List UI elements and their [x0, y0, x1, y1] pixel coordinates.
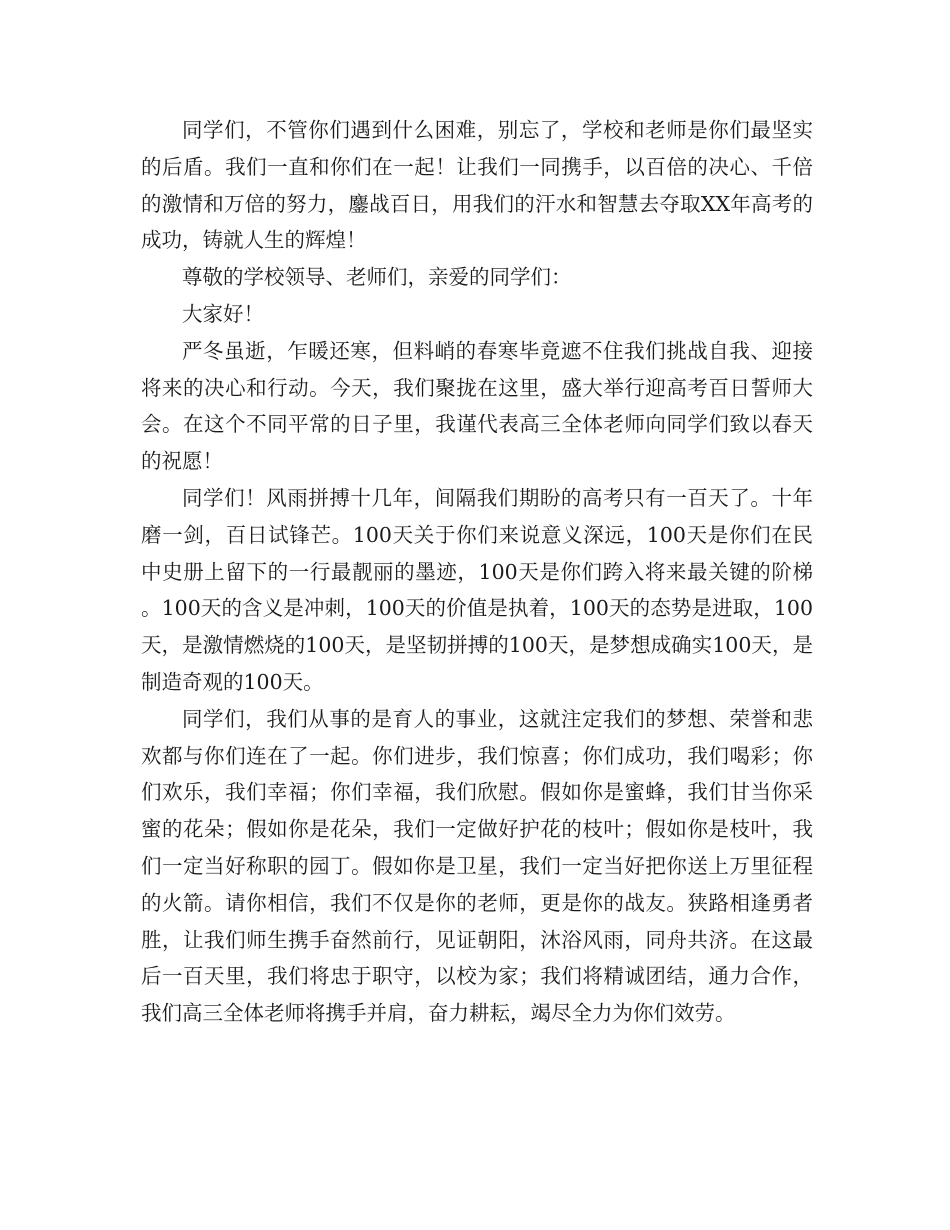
paragraph-teachers-pledge: 同学们，我们从事的是育人的事业，这就注定我们的梦想、荣誉和悲欢都与你们连在了一起。你们进步，我们惊喜；你们成功，我们喝彩；你们欢乐，我们幸福；你们幸福，我们欣慰。假如你是蜜蜂，我们甘当你采蜜的花朵；假如你是花朵，我们一定做好护花的枝叶；假如你是枝叶，我们一定当好称职的园丁。假如你是卫星，我们一定当好把你送上万里征程的火箭。请你相信，我们不仅是你的老师，更是你的战友。狭路相逢勇者胜，让我们师生携手奋然前行，见证朝阳，沐浴风雨，同舟共济。在这最后一百天里，我们将忠于职守，以校为家；我们将精诚团结，通力合作，我们高三全体老师将携手并肩，奋力耕耘，竭尽全力为你们效劳。: [141, 706, 813, 1026]
document-body: [141, 112, 813, 1032]
paragraph-closing-encouragement: 同学们，不管你们遇到什么困难，别忘了，学校和老师是你们最坚实的后盾。我们一直和你们在一起！让我们一同携手，以百倍的决心、千倍的激情和万倍的努力，鏖战百日，用我们的汗水和智慧去夺取XX年高考的成功，铸就人生的辉煌！: [141, 118, 813, 253]
paragraph-hundred-days: 同学们！风雨拼搏十几年，间隔我们期盼的高考只有一百天了。十年磨一剑，百日试锋芒。100天关于你们来说意义深远，100天是你们在民中史册上留下的一行最靓丽的墨迹，100天是你们跨入将来最关键的阶梯。100天的含义是冲刺，100天的价值是执着，100天的态势是进取，100天，是激情燃烧的100天，是坚韧拼搏的100天，是梦想成确实100天，是制造奇观的100天。: [141, 485, 813, 694]
paragraph-greeting: 大家好！: [182, 301, 264, 326]
paragraph-salutation: 尊敬的学校领导、老师们，亲爱的同学们：: [182, 265, 572, 290]
paragraph-opening: 严冬虽逝，乍暖还寒，但料峭的春寒毕竟遮不住我们挑战自我、迎接将来的决心和行动。今天，我们聚拢在这里，盛大举行迎高考百日誓师大会。在这个不同平常的日子里，我谨代表高三全体老师向同学们致以春天的祝愿！: [141, 338, 813, 474]
